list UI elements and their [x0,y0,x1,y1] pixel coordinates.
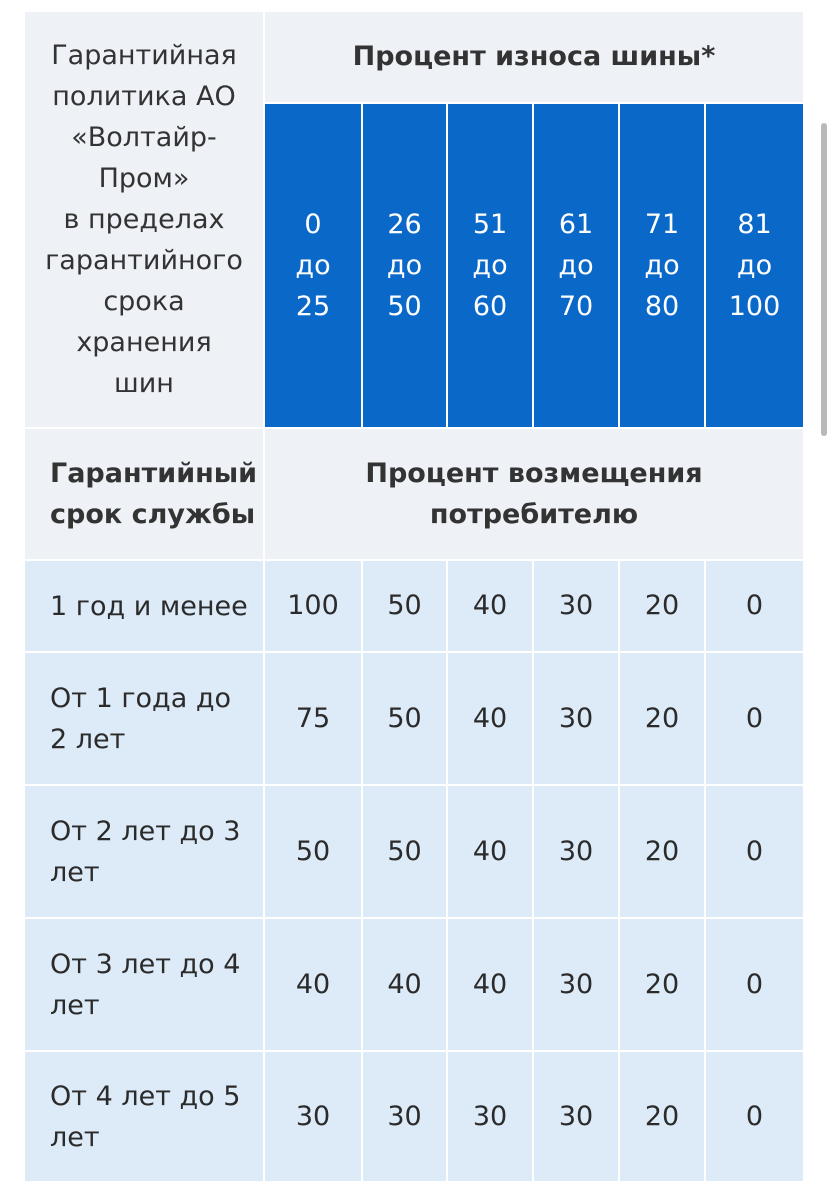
wear-range-0 [265,104,361,427]
table-cell: 40 [363,919,446,1050]
table-cell: 50 [363,561,446,651]
wear-range-to: 50 [387,291,422,322]
row-label-4: От 3 лет до 4 лет [25,919,263,1050]
table-cell: 50 [265,786,361,917]
wear-range-to: 80 [644,291,680,322]
wear-range-3 [534,104,618,427]
warranty-policy-header [25,12,263,427]
wear-range-to-word: до [295,250,331,281]
wear-range-to-word: до [736,250,773,281]
table-cell: 20 [620,653,704,784]
vertical-scrollbar[interactable] [821,123,827,436]
wear-range-4 [620,104,704,427]
wear-range-to-word: до [644,250,680,281]
table-cell: 40 [265,919,361,1050]
table-cell: 40 [448,561,532,651]
wear-range-to: 60 [472,291,508,322]
wear-range-1 [363,104,446,427]
table-cell: 30 [265,1052,361,1181]
wear-range-to: 25 [295,291,331,322]
table-cell: 40 [448,919,532,1050]
table-cell: 30 [534,653,618,784]
row-label-2: От 1 года до 2 лет [25,653,263,784]
table-cell: 40 [448,653,532,784]
wear-range-from: 26 [387,209,422,240]
table-cell: 0 [706,919,803,1050]
wear-percent-header: Процент износа шины* [265,12,803,102]
table-cell: 20 [620,786,704,917]
table-cell: 0 [706,1052,803,1181]
table-cell: 40 [448,786,532,917]
table-cell: 30 [534,1052,618,1181]
wear-range-from: 51 [472,209,508,240]
compensation-percent-header: Процент возмещения потребителю [265,429,803,559]
wear-range-to: 70 [558,291,594,322]
row-label-3: От 2 лет до 3 лет [25,786,263,917]
table-cell: 30 [448,1052,532,1181]
table-cell: 75 [265,653,361,784]
warranty-policy-text: Гарантийная политика АО «Волтайр- Пром» в пределах гарантийного срока хранения шин [45,40,243,399]
table-cell: 100 [265,561,361,651]
wear-range-from: 0 [304,209,322,240]
table-cell: 30 [534,561,618,651]
table-cell: 30 [534,919,618,1050]
wear-range-to-word: до [386,250,423,281]
table-cell: 30 [534,786,618,917]
warranty-table [25,12,791,1181]
table-cell: 0 [706,786,803,917]
table-cell: 20 [620,561,704,651]
table-cell: 50 [363,653,446,784]
table-cell: 0 [706,561,803,651]
wear-range-from: 81 [737,209,772,240]
wear-range-to: 100 [728,291,781,322]
wear-range-from: 61 [558,209,594,240]
wear-range-5 [706,104,803,427]
wear-range-to-word: до [558,250,594,281]
table-cell: 0 [706,653,803,784]
table-cell: 50 [363,786,446,917]
table-cell: 20 [620,919,704,1050]
wear-range-to-word: до [472,250,508,281]
table-cell: 20 [620,1052,704,1181]
service-term-header: Гарантийный срок службы [25,429,263,559]
row-label-5: От 4 лет до 5 лет [25,1052,263,1181]
wear-range-from: 71 [644,209,680,240]
row-label-1: 1 год и менее [25,561,263,651]
wear-range-2 [448,104,532,427]
table-cell: 30 [363,1052,446,1181]
